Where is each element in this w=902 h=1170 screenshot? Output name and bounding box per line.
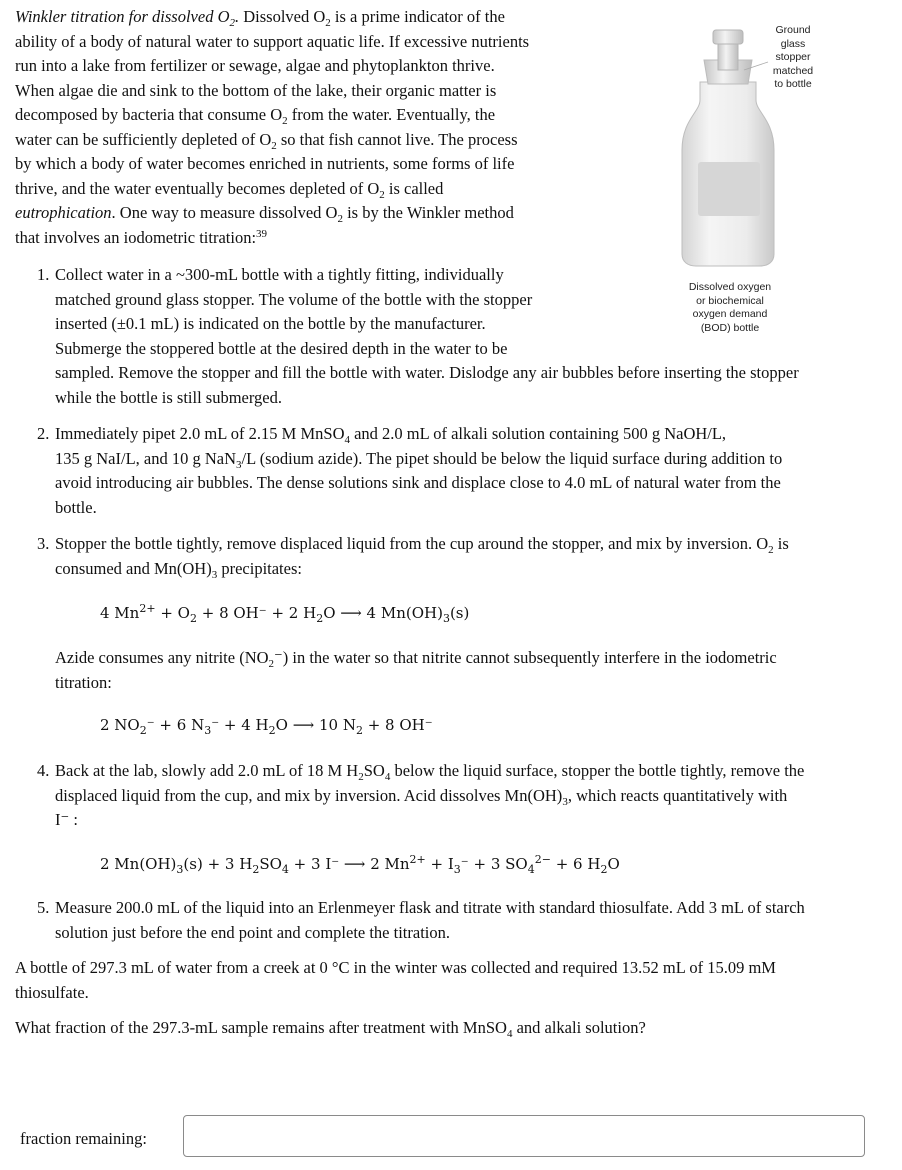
fraction-remaining-input[interactable] — [183, 1115, 865, 1157]
intro-line: run into a lake from fertilizer or sewage, algae and phytoplankton thrive. — [15, 56, 495, 75]
problem-statement: A bottle of 297.3 mL of water from a creek at 0 °C in the winter was collected and required 13.52 mL of 15.09 mM thiosulfate. — [15, 958, 776, 1002]
step-number: 2. — [37, 424, 50, 443]
step-text: Stopper the bottle tightly, remove displaced liquid from the cup around the stopper, and mix by inversion. $O_2$ is consumed and $Mn(OH)_3$ precipitates: — [55, 534, 789, 581]
intro-title: Winkler titration for dissolved $O_2$. — [15, 7, 240, 29]
intro-line: that involves an iodometric titration:$^{39}$ — [15, 227, 268, 247]
step-text: Back at the lab, slowly add 2.0 mL of 18 M $H_2SO_4$ below the liquid surface, stopper the bottle tightly, remove the displaced liquid from the cup, and mix by inversion. Acid dissolves $Mn(OH)_3$, which reacts quantitatively with I⁻ : — [55, 761, 805, 829]
step-number: 3. — [37, 534, 50, 553]
intro-line: eutrophication. One way to measure dissolved $O_2$ is by the Winkler method — [15, 203, 514, 225]
step-text: Collect water in a ~300-mL bottle with a tightly fitting, individually matched ground glass stopper. The volume of the bottle with the stopper inserted (±0.1 mL) is indicated on the bottle by the manufacturer. Submerge the stoppered bottle at the desired depth in the water to be sampled. Remove the stopper and fill the bottle with water. Dislodge any air bubbles before inserting the stopper while the bottle is still submerged. — [55, 265, 799, 407]
bottle-label-area — [698, 162, 760, 216]
step-number: 1. — [37, 265, 50, 284]
intro-line: water can be sufficiently depleted of $O_2$ so that fish cannot live. The process — [15, 129, 518, 152]
intro-line: thrive, and the water eventually becomes depleted of $O_2$ is called — [15, 178, 444, 201]
question-text: What fraction of the 297.3-mL sample remains after treatment with MnSO$_4$ and alkali solution? — [15, 1018, 646, 1040]
stopper-top — [713, 30, 743, 44]
step-text: Measure 200.0 mL of the liquid into an Erlenmeyer flask and titrate with standard thiosulfate. Add 3 mL of starch solution just before the end point and complete the titration. — [55, 898, 805, 942]
stopper-label: Ground glass stopper matched to bottle — [772, 24, 814, 90]
equation-2: 2 $NO_2^- + 6$ $N_3^- + 4$ $H_2O$ ⟶ 10 $N_2 + 8$ OH⁻ — [100, 716, 433, 737]
bottle-caption: Dissolved oxygen or biochemical oxygen demand (BOD) bottle — [688, 281, 772, 334]
step-text: Immediately pipet 2.0 mL of 2.15 M MnSO$_4$ and 2.0 mL of alkali solution containing 500 g NaOH/L, 135 g NaI/L, and 10 g NaN$_3$/L (sodium azide). The pipet should be below the liquid surface during addition to avoid introducing air bubbles. The dense solutions sink and displace close to 4.0 mL of natural water from the bottle. — [55, 424, 783, 517]
intro-line: ability of a body of natural water to support aquatic life. If excessive nutrients — [15, 31, 530, 51]
footnote-ref: 39 — [256, 227, 268, 240]
equation-1: 4 $Mn^{2+} + O_2 + 8$ OH⁻ + 2 $H_2O$ ⟶ 4 $Mn(OH)_3(s)$ — [100, 602, 470, 625]
step-number: 4. — [37, 761, 50, 780]
intro-line: decomposed by bacteria that consume $O_2$ from the water. Eventually, the — [15, 105, 496, 127]
answer-label: fraction remaining: — [20, 1129, 147, 1148]
step-number: 5. — [37, 898, 50, 917]
intro-line: by which a body of water becomes enriched in nutrients, some forms of life — [15, 154, 515, 173]
equation-3: 2 $Mn(OH)_3(s) + 3$ $H_2SO_4 + 3$ I⁻ ⟶ 2 $Mn^{2+} + I_3^- + 3$ $SO_4^{2-} + 6$ $H_2O$ — [100, 853, 620, 876]
intro-line: When algae die and sink to the bottom of the lake, their organic matter is — [15, 80, 497, 100]
intro-line: Winkler titration for dissolved $O_2$. Dissolved $O_2$ is a prime indicator of the — [15, 7, 505, 29]
intro-paragraph — [15, 5, 590, 250]
